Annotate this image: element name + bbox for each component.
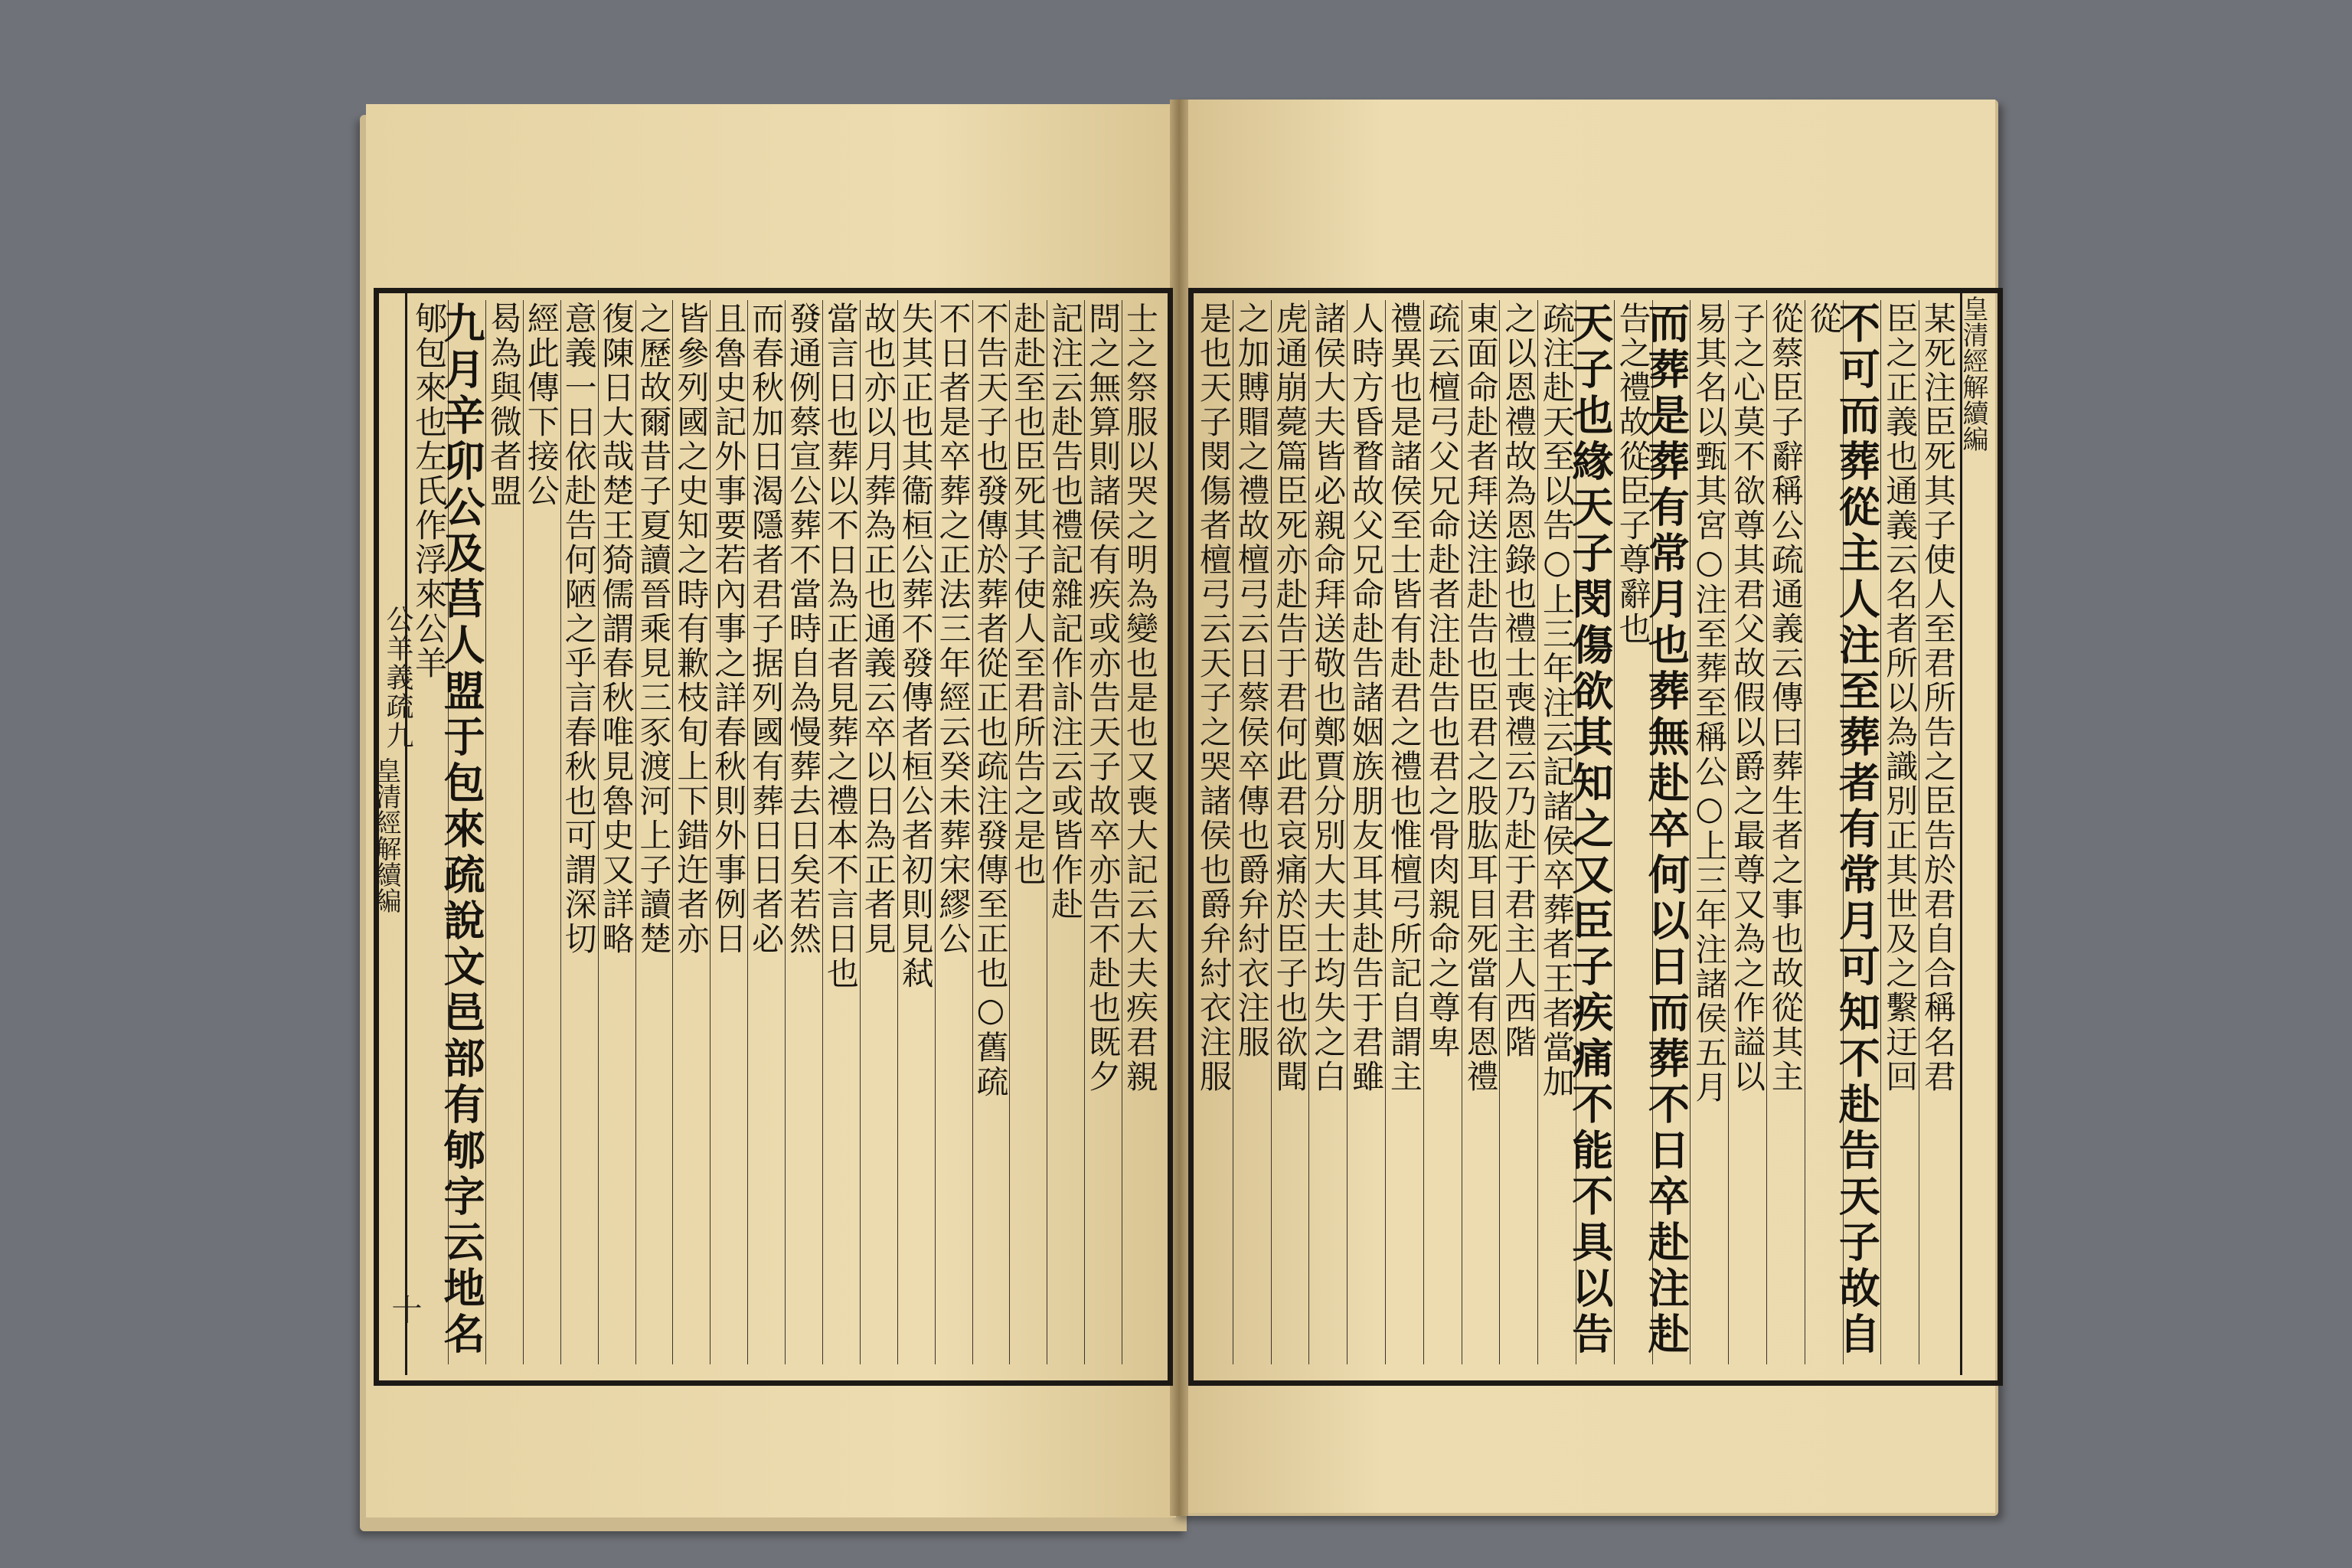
- left-text-column: 失其正也其衞桓公葬不發傳者桓公者初則見弒: [897, 300, 935, 1364]
- right-text-column: 某死注臣死其子使人至君所告之臣告於君自合稱名君: [1919, 300, 1957, 1364]
- right-text-column: 東面命赴者拜送注赴告也臣君之股肱耳目死當有恩禮: [1462, 300, 1500, 1364]
- right-text-column: 疏云檀弓父兄命赴者注赴告也君之骨肉親命之尊卑: [1423, 300, 1462, 1364]
- right-text-column: 告之禮故從臣子尊辭也: [1614, 300, 1652, 1364]
- right-text-column: 易其名以甄其宮○注至葬至稱公○上三年注諸侯五月: [1690, 300, 1728, 1364]
- left-text-column: 不日者是卒葬之正法三年經云癸未葬宋繆公: [935, 300, 972, 1364]
- right-text-column: 臣之正義也通義云名者所以為識別正其世及之繫迂回: [1880, 300, 1919, 1364]
- left-text-column: 經此傳下接公: [523, 300, 560, 1364]
- left-text-column: 而春秋加日渴隱者君子据列國有葬日日者必: [747, 300, 785, 1364]
- right-text-column: 不可而葬從主人注至葬者有常月可知不赴告天子故自: [1843, 300, 1881, 1364]
- section-title: 公羊義疏九: [382, 605, 413, 750]
- left-spine-title: 皇清經解續編: [374, 288, 407, 1375]
- left-text-column: 意義一日依赴告何陋之乎言春秋也可謂深切: [560, 300, 598, 1364]
- left-text-column: 赴赴至也臣死其子使人至君所告之是也: [1009, 300, 1047, 1364]
- left-text-column: 不告天子也發傳於葬者從正也疏注發傳至正也○舊疏: [972, 300, 1010, 1364]
- right-text-column: 而葬是葬有常月也葬無赴卒何以日而葬不日卒赴注赴: [1652, 300, 1690, 1364]
- left-text-column: 復陳日大哉楚王猗儒謂春秋唯見魯史又詳略: [598, 300, 635, 1364]
- right-text-columns: [1194, 300, 1957, 1364]
- right-text-column: 子之心莫不欲尊其君父故假以爵之最尊又為之作謚以: [1728, 300, 1766, 1364]
- right-spine-title: 皇清經解續編: [1960, 288, 1992, 1375]
- right-text-column: 諸侯大夫皆必親命拜送敬也鄭賈分別大夫士均失之白: [1308, 300, 1347, 1364]
- page-number: 十: [387, 1294, 422, 1325]
- left-text-column: 曷為與微者盟: [485, 300, 523, 1364]
- left-text-column: 九月辛卯公及莒人盟于包來疏說文邑部有郇字云地名: [448, 300, 485, 1364]
- left-text-column: 問之無算則諸侯有疾或亦告天子故卒亦告不赴也既夕: [1084, 300, 1122, 1364]
- right-text-column: 疏注赴天至以告○上三年注云記諸侯卒葬者王者當加: [1537, 300, 1576, 1364]
- left-text-columns: [410, 300, 1159, 1364]
- right-text-column: 天子也緣天子閔傷欲其知之又臣子疾痛不能不具以告: [1576, 300, 1614, 1364]
- right-text-column: 之加賻賵之禮故檀弓云日蔡侯卒傳也爵弁紂衣注服: [1233, 300, 1271, 1364]
- left-text-column: 之歷故爾昔子夏讀晉乘見三豕渡河上子讀楚: [635, 300, 673, 1364]
- left-text-column: 記注云赴告也禮記雜記作訃注云或皆作赴: [1047, 300, 1084, 1364]
- right-text-column: 禮異也是諸侯至士皆有赴君之禮也惟檀弓所記自謂主: [1385, 300, 1423, 1364]
- left-text-column: 皆參列國之史知之時有歉枝旬上下錯迕者亦: [672, 300, 710, 1364]
- left-text-column: 且魯史記外事要若內事之詳春秋則外事例日: [710, 300, 747, 1364]
- right-text-column: 人時方昏瞀故父兄命赴告諸姻族朋友耳其赴告于君雖: [1347, 300, 1385, 1364]
- left-text-column: 郇包來也左氏作浮來公羊: [410, 302, 449, 681]
- right-text-column: 從蔡臣子辭稱公疏通義云傳曰葬生者之事也故從其主: [1766, 300, 1805, 1364]
- left-text-column: 士之祭服以哭之明為變也是也又喪大記云大夫疾君親: [1122, 300, 1159, 1364]
- right-text-column: 之以恩禮故為恩錄也禮士喪禮云乃赴于君主人西階: [1499, 300, 1537, 1364]
- right-text-column: 從: [1805, 300, 1843, 1364]
- left-text-column: 當言日也葬以不日為正者見葬之禮本不言日也: [822, 300, 860, 1364]
- left-text-column: 發通例蔡宣公葬不當時自為慢葬去日矣若然: [785, 300, 822, 1364]
- right-text-column: 虎通崩薨篇臣死亦赴告于君何此君哀痛於臣子也欲聞: [1271, 300, 1309, 1364]
- right-text-column: 是也天子閔傷者檀弓云天子之哭諸侯也爵弁紂衣注服: [1194, 302, 1233, 1094]
- left-text-column: 故也亦以月葬為正也通義云卒以日為正者見: [860, 300, 897, 1364]
